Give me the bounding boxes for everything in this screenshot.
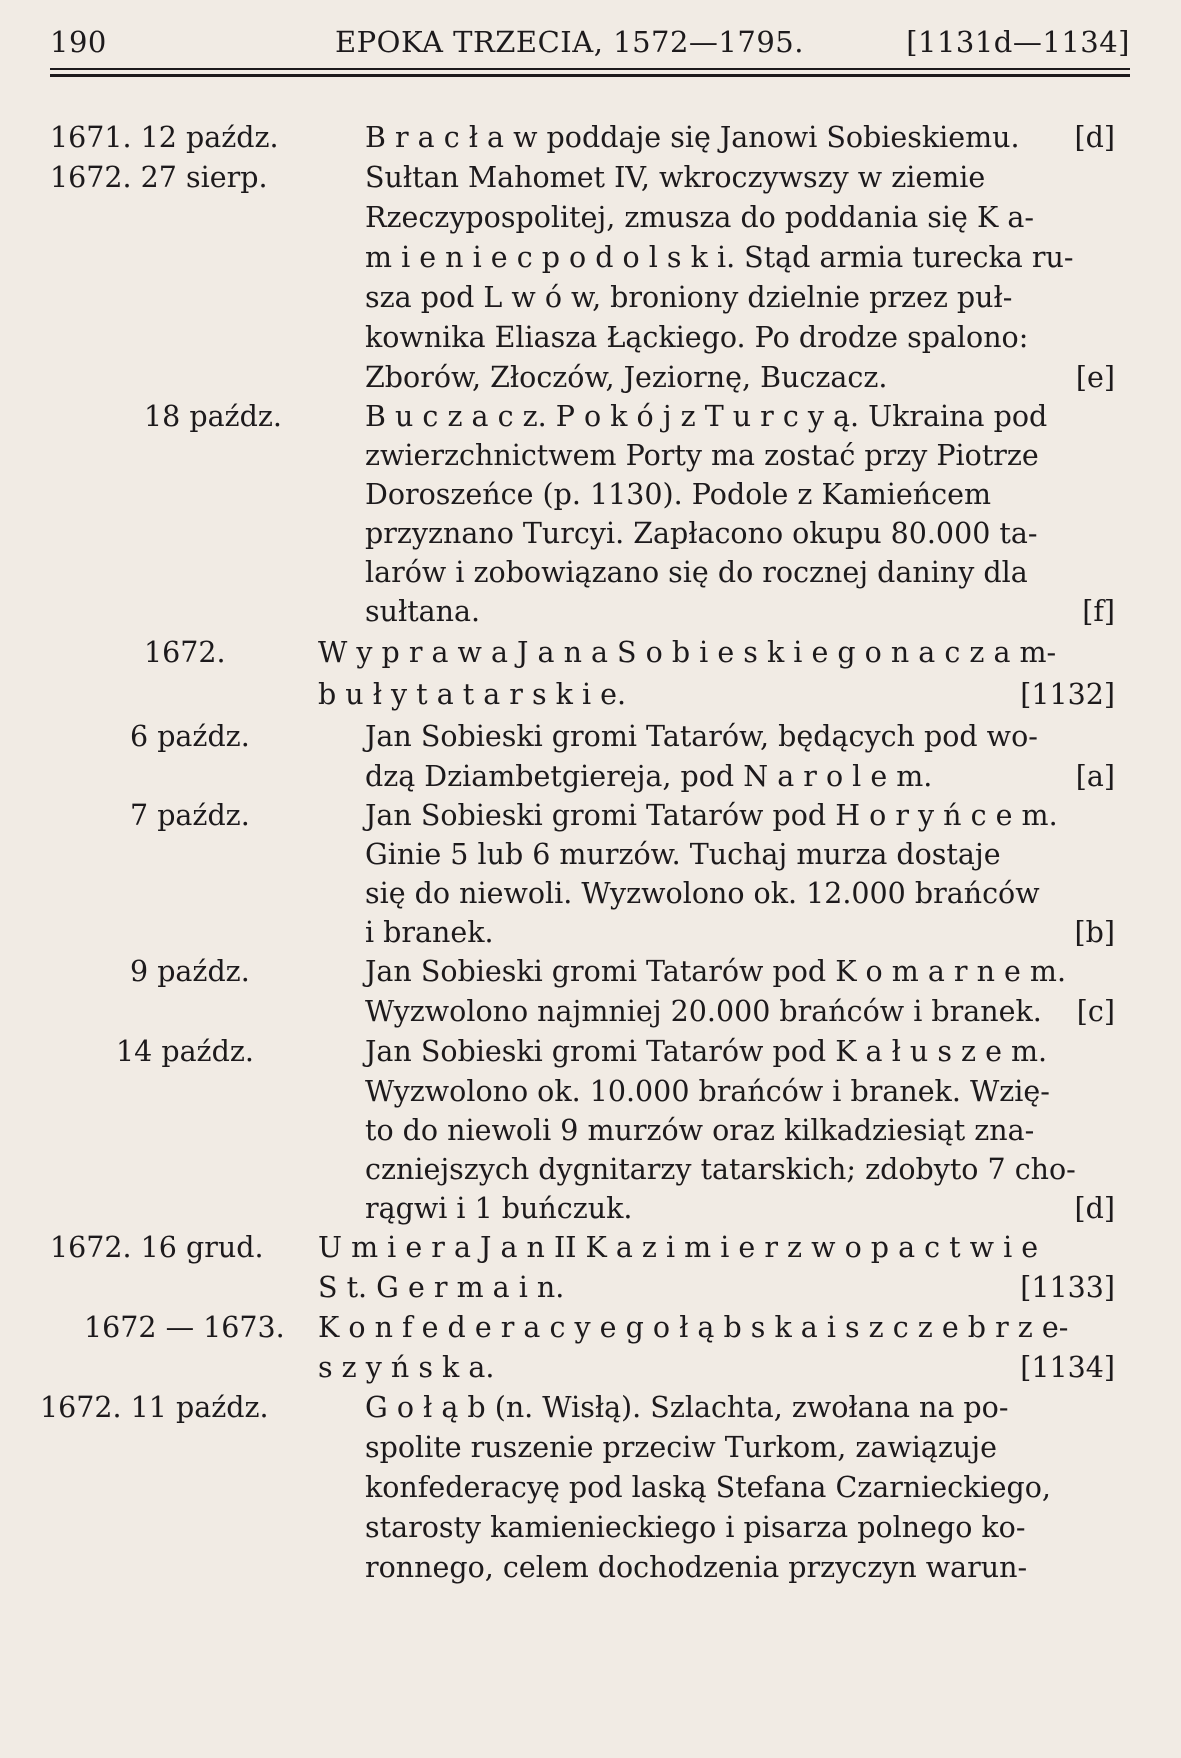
reference-mark: [b] [1074, 916, 1115, 949]
entry-line: larów i zobowiązano się do rocznej daniny dla [365, 556, 1028, 589]
reference-mark: [a] [1075, 760, 1115, 793]
entry-line: m i e n i e c p o d o l s k i. Stąd armia turecka ru- [365, 241, 1074, 274]
reference-mark: [d] [1074, 1192, 1115, 1225]
entry-line: G o ł ą b (n. Wisłą). Szlachta, zwołana na po- [365, 1391, 1009, 1424]
entry-line: to do niewoli 9 murzów oraz kilkadziesiąt zna- [365, 1114, 1035, 1147]
entry-date: 1672. [144, 636, 226, 669]
reference-mark: [c] [1076, 995, 1115, 1028]
entry-date: 9 paźdz. [130, 955, 250, 988]
entry-date: 1672. 27 sierp. [50, 161, 268, 194]
entry-line: S t. G e r m a i n. [1133] [318, 1268, 1115, 1308]
entry-line: zwierzchnictwem Porty ma zostać przy Piotrze [365, 439, 1039, 472]
running-title: EPOKA TRZECIA, 1572—1795. [335, 25, 804, 59]
entry-line: spolite ruszenie przeciw Turkom, zawiązuje [365, 1431, 997, 1464]
entry-line: s z y ń s k a. [1134] [318, 1348, 1115, 1388]
reference-mark: [f] [1082, 595, 1115, 628]
entry-line: K o n f e d e r a c y e g o ł ą b s k a i s z c z e b r z e- [318, 1311, 1069, 1344]
entry-line: i branek. [b] [365, 913, 1115, 953]
entry-line: Wyzwolono najmniej 20.000 brańców i branek. [c] [365, 992, 1115, 1032]
section-range: [1131d—1134] [906, 25, 1130, 59]
entry-line: Jan Sobieski gromi Tatarów pod H o r y ń c e m. [365, 799, 1058, 832]
entry-line: sza pod L w ó w, broniony dzielnie przez puł- [365, 281, 1013, 314]
entry-date: 1671. 12 paźdz. [50, 121, 279, 154]
entry-line: ronnego, celem dochodzenia przyczyn warun- [365, 1551, 1028, 1584]
entry-line: Jan Sobieski gromi Tatarów pod K a ł u s z e m. [365, 1035, 1048, 1068]
entry-line: kownika Eliasza Łąckiego. Po drodze spalono: [365, 321, 1029, 354]
entry-line: rągwi i 1 buńczuk. [d] [365, 1189, 1115, 1229]
entry-line: się do niewoli. Wyzwolono ok. 12.000 brańców [365, 877, 1040, 910]
entry-line: Zborów, Złoczów, Jeziornę, Buczacz. [e] [365, 358, 1115, 398]
reference-mark: [1134] [1020, 1351, 1115, 1384]
entry-line: dzą Dziambetgiereja, pod N a r o l e m. [a] [365, 757, 1115, 797]
entry-line: Ginie 5 lub 6 murzów. Tuchaj murza dostaje [365, 838, 1001, 871]
entry-line: Doroszeńce (p. 1130). Podole z Kamieńcem [365, 478, 991, 511]
entry-date: 1672. 16 grud. [50, 1231, 264, 1264]
entry-date: 18 paźdz. [144, 400, 282, 433]
entry-line: Jan Sobieski gromi Tatarów pod K o m a r n e m. [365, 955, 1067, 988]
entry-line: konfederacyę pod laską Stefana Czarnieckiego, [365, 1471, 1051, 1504]
entry-date: 1672 — 1673. [84, 1311, 285, 1344]
entry-line: Jan Sobieski gromi Tatarów, będących pod wo- [365, 720, 1038, 753]
reference-mark: [d] [1074, 121, 1115, 154]
reference-mark: [1133] [1020, 1271, 1115, 1304]
entry-line: b u ł y t a t a r s k i e. [1132] [318, 675, 1115, 715]
entry-line: B r a c ł a w poddaje się Janowi Sobieskiemu. [d] [365, 118, 1115, 158]
entry-date: 1672. 11 paźdz. [40, 1391, 269, 1424]
entry-date: 14 paźdz. [116, 1035, 254, 1068]
entry-date: 7 paźdz. [130, 799, 250, 832]
entry-line: przyznano Turcyi. Zapłacono okupu 80.000 ta- [365, 517, 1038, 550]
entry-line: starosty kamienieckiego i pisarza polnego ko- [365, 1511, 1026, 1544]
reference-mark: [1132] [1020, 678, 1115, 711]
entry-line: czniejszych dygnitarzy tatarskich; zdobyto 7 cho- [365, 1153, 1076, 1186]
reference-mark: [e] [1075, 361, 1115, 394]
entry-line: Wyzwolono ok. 10.000 brańców i branek. Wzię- [365, 1075, 1050, 1108]
entry-line: Sułtan Mahomet IV, wkroczywszy w ziemie [365, 161, 986, 194]
entry-line: Rzeczypospolitej, zmusza do poddania się K a- [365, 201, 1034, 234]
entry-line: sułtana. [f] [365, 592, 1115, 632]
entry-line: W y p r a w a J a n a S o b i e s k i e g o n a c z a m- [318, 636, 1057, 669]
entry-date: 6 paźdz. [130, 720, 250, 753]
page-number: 190 [50, 25, 107, 59]
entry-line: U m i e r a J a n II K a z i m i e r z w o p a c t w i e [318, 1231, 1039, 1264]
entry-line: B u c z a c z. P o k ó j z T u r c y ą. Ukraina pod [365, 400, 1048, 433]
